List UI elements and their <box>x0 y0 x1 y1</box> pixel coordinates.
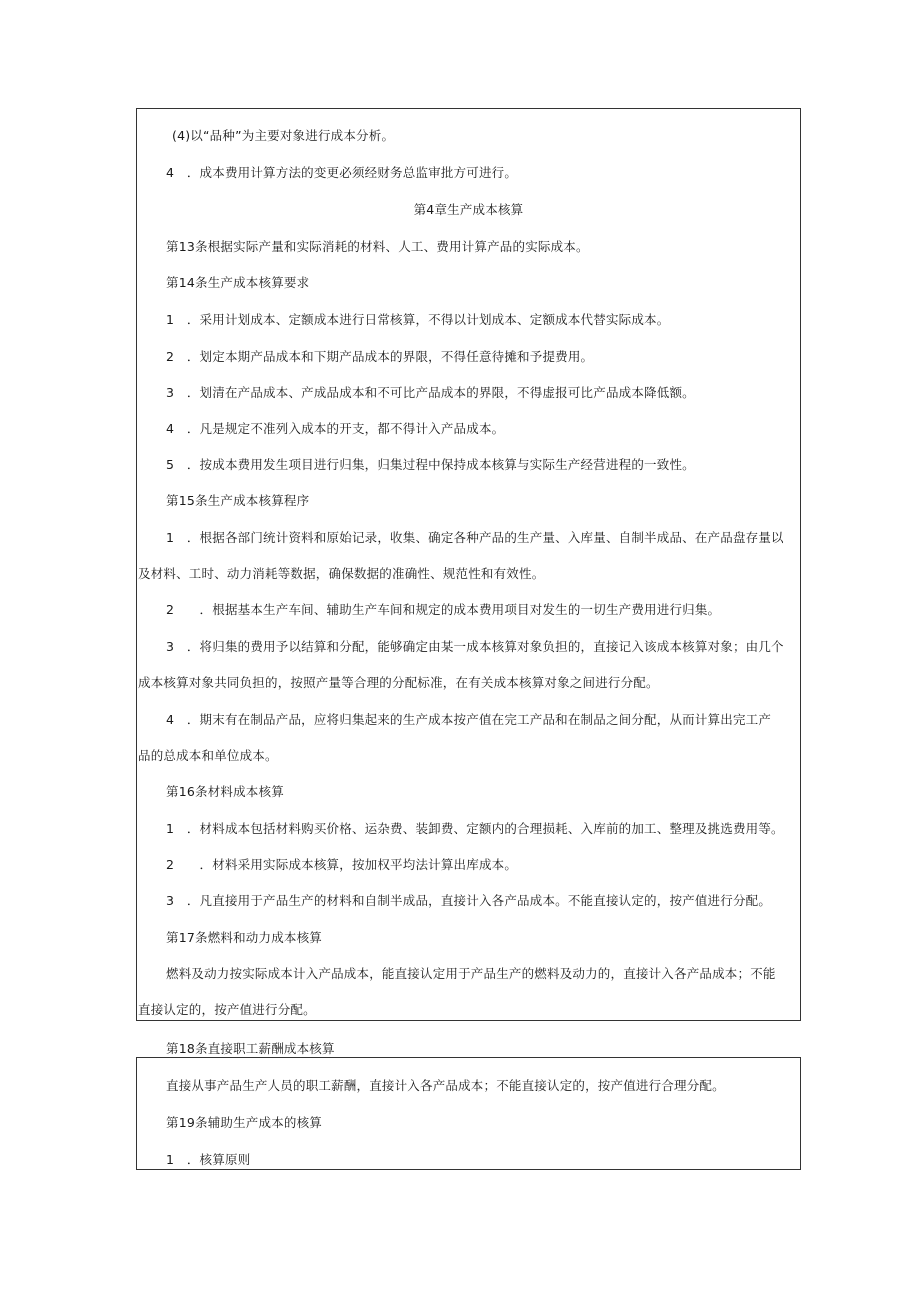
article-15-item-4-line-2: 品的总成本和单位成本。 <box>138 748 278 763</box>
article-14-item-4: 4 ．凡是规定不准列入成本的开支，都不得计入产品成本。 <box>166 421 505 436</box>
article-13: 第13条根据实际产量和实际消耗的材料、人工、费用计算产品的实际成本。 <box>166 239 589 254</box>
article-19-heading: 第19条辅助生产成本的核算 <box>166 1115 323 1130</box>
article-15-item-3-line-1: 3 ．将归集的费用予以结算和分配，能够确定由某一成本核算对象负担的，直接记入该成本核算对象；由几个 <box>166 639 784 654</box>
article-16-item-1: 1 ．材料成本包括材料购买价格、运杂费、装卸费、定额内的合理损耗、入库前的加工、整理及挑选费用等。 <box>166 821 784 836</box>
article-16-item-3: 3 ．凡直接用于产品生产的材料和自制半成品，直接计入各产品成本。不能直接认定的，按产值进行分配。 <box>166 893 772 908</box>
article-17-body-line-2: 直接认定的，按产值进行分配。 <box>138 1002 316 1017</box>
article-18-body: 直接从事产品生产人员的职工薪酬，直接计入各产品成本；不能直接认定的，按产值进行合理分配。 <box>166 1078 725 1093</box>
article-16-item-2: 2 ．材料采用实际成本核算，按加权平均法计算出库成本。 <box>166 857 518 872</box>
article-14-heading: 第14条生产成本核算要求 <box>166 275 310 290</box>
article-14-item-5: 5 ．按成本费用发生项目进行归集，归集过程中保持成本核算与实际生产经营进程的一致性。 <box>166 457 695 472</box>
article-15-item-1-line-2: 及材料、工时、动力消耗等数据，确保数据的准确性、规范性和有效性。 <box>138 566 545 581</box>
article-15-item-2: 2 ．根据基本生产车间、辅助生产车间和规定的成本费用项目对发生的一切生产费用进行归集。 <box>166 602 721 617</box>
text-line-analysis-basis: (4)以“品种”为主要对象进行成本分析。 <box>172 128 395 143</box>
article-15-item-1-line-1: 1 ．根据各部门统计资料和原始记录，收集、确定各种产品的生产量、入库量、自制半成品、在产品盘存量以 <box>166 530 784 545</box>
article-15-item-4-line-1: 4 ．期末有在制品产品，应将归集起来的生产成本按产值在完工产品和在制品之间分配，从而计算出完工产 <box>166 712 772 727</box>
article-17-heading: 第17条燃料和动力成本核算 <box>166 930 323 945</box>
article-16-heading: 第16条材料成本核算 <box>166 784 284 799</box>
text-line-method-change: 4 ．成本费用计算方法的变更必须经财务总监审批方可进行。 <box>166 165 518 180</box>
article-14-item-3: 3 ．划清在产品成本、产成品成本和不可比产品成本的界限，不得虚报可比产品成本降低额。 <box>166 385 695 400</box>
article-15-heading: 第15条生产成本核算程序 <box>166 493 310 508</box>
article-15-item-3-line-2: 成本核算对象共同负担的，按照产量等合理的分配标准，在有关成本核算对象之间进行分配。 <box>138 675 659 690</box>
article-19-item-1: 1 ．核算原则 <box>166 1152 251 1167</box>
chapter-heading: 第4章生产成本核算 <box>413 202 524 217</box>
article-14-item-2: 2 ．划定本期产品成本和下期产品成本的界限，不得任意待摊和予提费用。 <box>166 349 594 364</box>
article-18-heading: 第18条直接职工薪酬成本核算 <box>166 1041 335 1056</box>
article-17-body-line-1: 燃料及动力按实际成本计入产品成本，能直接认定用于产品生产的燃料及动力的，直接计入各产品成本；不能 <box>166 966 776 981</box>
article-14-item-1: 1 ．采用计划成本、定额成本进行日常核算，不得以计划成本、定额成本代替实际成本。 <box>166 312 670 327</box>
